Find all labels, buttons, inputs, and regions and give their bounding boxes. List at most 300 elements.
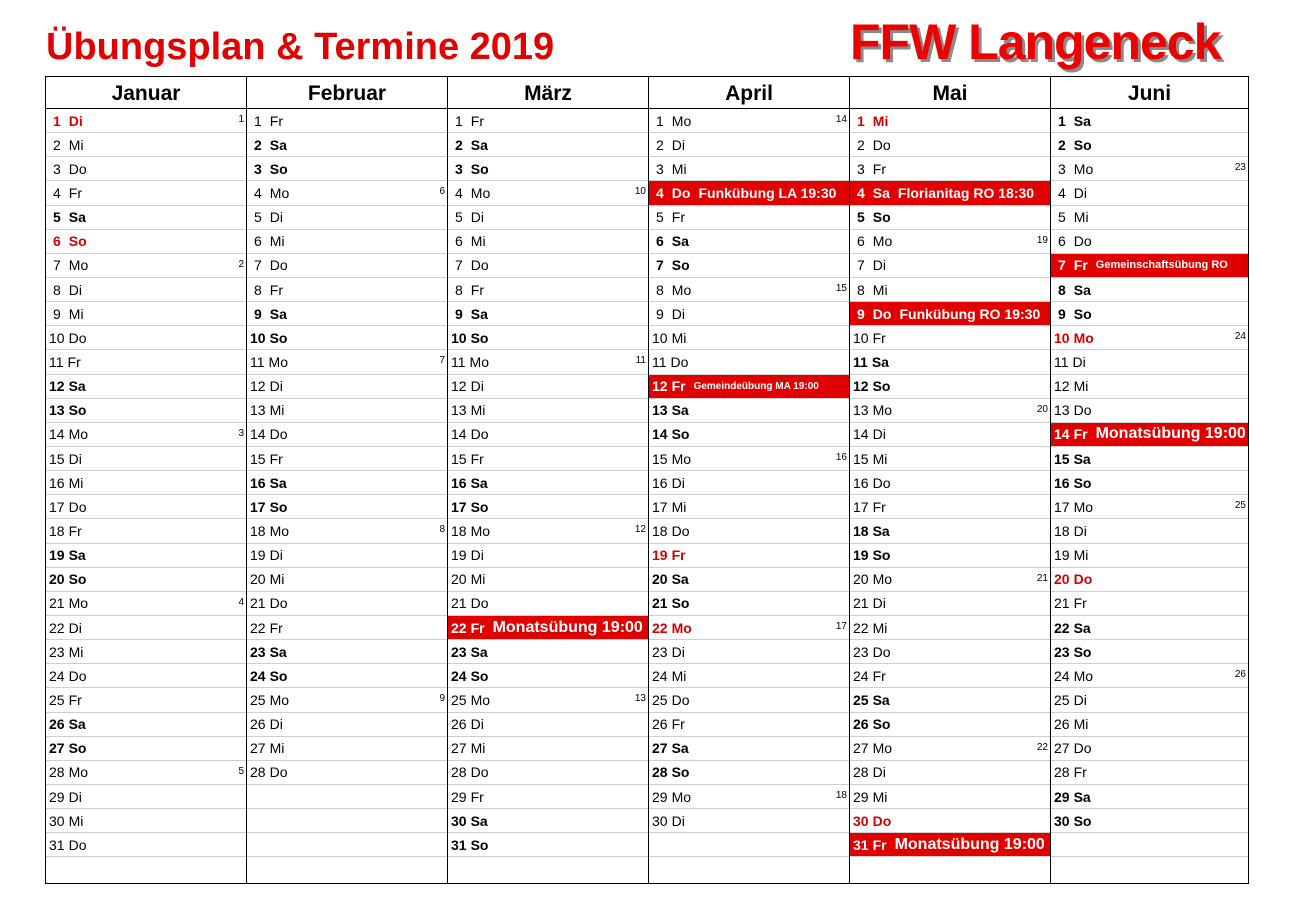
day-row <box>649 181 849 205</box>
day-number: 10 <box>652 329 668 346</box>
day-number: 24 <box>250 667 266 684</box>
day-row <box>448 375 648 399</box>
day-number: 12 <box>652 378 668 395</box>
weekday-label: Fr <box>671 547 686 564</box>
day-row <box>448 133 648 157</box>
weekday-label: Do <box>68 498 87 515</box>
day-row <box>1051 737 1248 761</box>
day-number: 17 <box>451 498 467 515</box>
day-row <box>247 616 447 640</box>
weekday-label: So <box>68 571 87 588</box>
week-number: 21 <box>1036 572 1048 584</box>
weekday-label: Mi <box>1073 378 1089 395</box>
day-row <box>649 206 849 230</box>
empty-row <box>649 857 849 881</box>
day-row <box>247 737 447 761</box>
weekday-label: Fr <box>872 329 886 346</box>
weekday-label: Mo <box>872 402 893 419</box>
weekday-label: Mo <box>1073 160 1094 177</box>
day-row <box>46 785 246 809</box>
day-row <box>1051 109 1248 133</box>
week-number: 20 <box>1036 403 1048 415</box>
day-number: 31 <box>451 836 467 853</box>
day-row <box>46 568 246 592</box>
weekday-label: Di <box>872 595 886 612</box>
day-row <box>1051 157 1248 181</box>
weekday-label: Mi <box>872 619 888 636</box>
day-number: 25 <box>853 691 869 708</box>
day-number: 30 <box>853 812 869 829</box>
weekday-label: Di <box>470 378 484 395</box>
day-number: 19 <box>451 547 467 564</box>
day-number: 22 <box>250 619 266 636</box>
weekday-label: Sa <box>1073 788 1091 805</box>
weekday-label: Sa <box>671 233 689 250</box>
day-row <box>649 254 849 278</box>
event-label: Gemeindeübung MA 19:00 <box>693 380 819 392</box>
day-row <box>1051 326 1248 350</box>
day-number: 1 <box>53 112 61 129</box>
week-number: 19 <box>1036 234 1048 246</box>
day-number: 1 <box>656 112 664 129</box>
day-number: 1 <box>1058 112 1066 129</box>
weekday-label: So <box>269 667 288 684</box>
day-row <box>46 592 246 616</box>
month-header: Mai <box>850 77 1050 109</box>
day-row <box>649 278 849 302</box>
weekday-label: Do <box>671 522 690 539</box>
weekday-label: Fr <box>269 281 284 298</box>
weekday-label: Sa <box>671 571 689 588</box>
day-number: 29 <box>652 788 668 805</box>
weekday-label: Sa <box>671 740 689 757</box>
day-number: 15 <box>250 450 266 467</box>
weekday-label: Di <box>269 378 283 395</box>
weekday-label: Di <box>671 136 686 153</box>
weekday-label: Mi <box>470 740 486 757</box>
day-row <box>247 254 447 278</box>
day-number: 23 <box>49 643 65 660</box>
weekday-label: Di <box>671 812 685 829</box>
day-number: 24 <box>652 667 668 684</box>
day-number: 7 <box>1058 257 1066 274</box>
weekday-label: Sa <box>68 378 86 395</box>
day-number: 4 <box>455 184 463 201</box>
empty-row <box>1051 857 1248 881</box>
weekday-label: Do <box>68 667 87 684</box>
day-row <box>850 809 1050 833</box>
weekday-label: Sa <box>1073 112 1091 129</box>
weekday-label: Di <box>671 643 685 660</box>
day-row <box>247 326 447 350</box>
weekday-label: Mi <box>1073 209 1089 226</box>
day-row <box>448 157 648 181</box>
weekday-label: Mi <box>68 812 84 829</box>
day-row <box>649 423 849 447</box>
day-number: 24 <box>451 667 467 684</box>
day-number: 20 <box>49 571 65 588</box>
day-number: 18 <box>250 522 266 539</box>
day-number: 21 <box>652 595 668 612</box>
weekday-label: Fr <box>872 667 886 684</box>
day-number: 13 <box>49 402 65 419</box>
weekday-label: Fr <box>269 450 283 467</box>
weekday-label: Mi <box>872 112 889 129</box>
day-number: 4 <box>254 184 262 201</box>
day-row <box>850 423 1050 447</box>
day-row <box>649 616 849 640</box>
weekday-label: Mi <box>671 160 687 177</box>
weekday-label: Sa <box>872 691 890 708</box>
logo-text: FFW Langeneck <box>850 14 1221 70</box>
day-number: 27 <box>250 740 266 757</box>
weekday-label: So <box>1073 474 1092 491</box>
day-row <box>448 254 648 278</box>
day-number: 7 <box>455 257 463 274</box>
day-number: 12 <box>1054 378 1070 395</box>
weekday-label: Mi <box>872 788 888 805</box>
weekday-label: Di <box>470 209 485 226</box>
day-row <box>649 785 849 809</box>
day-number: 21 <box>1054 595 1070 612</box>
day-number: 2 <box>53 136 61 153</box>
day-row <box>46 833 246 857</box>
weekday-label: Sa <box>1073 281 1091 298</box>
weekday-label: So <box>68 233 87 250</box>
weekday-label: So <box>68 740 87 757</box>
day-row <box>649 495 849 519</box>
day-number: 30 <box>652 812 668 829</box>
day-number: 3 <box>455 160 463 177</box>
day-number: 20 <box>853 571 869 588</box>
weekday-label: Mi <box>671 667 687 684</box>
day-row <box>247 544 447 568</box>
week-number: 26 <box>1234 669 1246 681</box>
day-number: 25 <box>451 691 467 708</box>
weekday-label: Sa <box>871 353 889 370</box>
weekday-label: Mi <box>671 329 687 346</box>
weekday-label: Do <box>269 595 288 612</box>
weekday-label: Mo <box>671 112 692 129</box>
week-number: 25 <box>1234 500 1246 512</box>
day-number: 23 <box>250 643 266 660</box>
day-row <box>448 568 648 592</box>
weekday-label: So <box>470 836 489 853</box>
weekday-label: Di <box>68 450 82 467</box>
day-number: 27 <box>652 740 668 757</box>
empty-row <box>649 833 849 857</box>
day-number: 14 <box>853 426 869 443</box>
weekday-label: Do <box>872 305 892 322</box>
weekday-label: Sa <box>1073 450 1091 467</box>
weekday-label: Fr <box>68 184 83 201</box>
weekday-label: Sa <box>872 522 890 539</box>
week-number: 14 <box>835 114 847 125</box>
day-number: 9 <box>857 305 865 322</box>
day-row <box>247 302 447 326</box>
day-number: 22 <box>451 619 467 636</box>
day-number: 2 <box>254 136 262 153</box>
month-column <box>1050 77 1248 883</box>
weekday-label: So <box>872 378 891 395</box>
weekday-label: So <box>470 498 489 515</box>
day-number: 29 <box>49 788 65 805</box>
day-row <box>850 495 1050 519</box>
day-number: 2 <box>1058 136 1066 153</box>
weekday-label: Di <box>671 305 686 322</box>
weekday-label: So <box>1073 812 1092 829</box>
day-number: 19 <box>652 547 668 564</box>
weekday-label: Do <box>1073 402 1092 419</box>
day-number: 23 <box>451 643 467 660</box>
week-number: 16 <box>835 451 847 463</box>
day-row <box>649 664 849 688</box>
weekday-label: Sa <box>470 474 488 491</box>
day-number: 26 <box>451 716 467 733</box>
weekday-label: Sa <box>269 136 287 153</box>
day-number: 24 <box>1054 667 1070 684</box>
month-header: März <box>448 77 648 109</box>
day-row <box>649 326 849 350</box>
day-row <box>1051 495 1248 519</box>
day-number: 8 <box>455 281 463 298</box>
day-row <box>247 471 447 495</box>
day-row <box>850 133 1050 157</box>
day-number: 7 <box>656 257 664 274</box>
weekday-label: Do <box>1073 740 1092 757</box>
weekday-label: Sa <box>1073 619 1091 636</box>
day-number: 28 <box>853 764 869 781</box>
day-row <box>448 447 648 471</box>
day-number: 6 <box>254 233 262 250</box>
day-number: 17 <box>250 498 266 515</box>
day-row <box>448 664 648 688</box>
empty-row <box>850 857 1050 881</box>
day-row <box>649 350 849 374</box>
day-row <box>850 230 1050 254</box>
event-label: Monatsübung 19:00 <box>492 618 643 636</box>
day-number: 18 <box>652 522 668 539</box>
weekday-label: Mi <box>269 402 285 419</box>
day-number: 27 <box>451 740 467 757</box>
day-row <box>850 616 1050 640</box>
weekday-label: Do <box>68 836 87 853</box>
day-row <box>46 809 246 833</box>
weekday-label: Di <box>68 619 82 636</box>
day-number: 29 <box>853 788 869 805</box>
day-row <box>850 157 1050 181</box>
day-row <box>850 350 1050 374</box>
week-number: 12 <box>634 524 646 536</box>
day-row <box>247 157 447 181</box>
day-number: 3 <box>656 160 664 177</box>
day-row <box>247 592 447 616</box>
day-number: 13 <box>451 402 467 419</box>
day-number: 26 <box>853 716 869 733</box>
day-row <box>850 278 1050 302</box>
weekday-label: Fr <box>671 209 686 226</box>
day-number: 1 <box>455 112 463 129</box>
day-row <box>448 278 648 302</box>
day-number: 14 <box>250 426 266 443</box>
day-number: 19 <box>1054 547 1070 564</box>
day-row <box>649 519 849 543</box>
empty-row <box>1051 833 1248 857</box>
day-number: 4 <box>53 184 61 201</box>
day-number: 26 <box>250 716 266 733</box>
day-row <box>247 206 447 230</box>
day-row <box>448 809 648 833</box>
week-number: 17 <box>835 620 847 632</box>
weekday-label: Mo <box>872 233 893 250</box>
day-number: 30 <box>1054 812 1070 829</box>
weekday-label: Di <box>68 788 82 805</box>
day-row <box>448 519 648 543</box>
weekday-label: Do <box>872 812 892 829</box>
day-number: 3 <box>254 160 262 177</box>
day-number: 25 <box>49 691 65 708</box>
weekday-label: Di <box>269 209 284 226</box>
day-row <box>850 737 1050 761</box>
week-number: 6 <box>439 186 445 198</box>
day-row <box>448 302 648 326</box>
day-row <box>247 181 447 205</box>
weekday-label: Do <box>670 353 689 370</box>
day-row <box>247 350 447 374</box>
day-row <box>46 181 246 205</box>
weekday-label: Do <box>872 136 891 153</box>
day-row <box>448 206 648 230</box>
day-row <box>649 737 849 761</box>
day-row <box>1051 399 1248 423</box>
weekday-label: Mo <box>671 450 692 467</box>
day-row <box>850 181 1050 205</box>
weekday-label: Mo <box>269 691 290 708</box>
day-number: 28 <box>49 764 65 781</box>
day-row <box>1051 471 1248 495</box>
day-row <box>1051 616 1248 640</box>
weekday-label: So <box>1073 643 1092 660</box>
day-row <box>649 568 849 592</box>
week-number: 4 <box>238 596 244 608</box>
day-row <box>649 471 849 495</box>
day-number: 19 <box>49 547 65 564</box>
day-number: 14 <box>49 426 65 443</box>
weekday-label: Mi <box>470 402 486 419</box>
day-number: 15 <box>853 450 869 467</box>
day-number: 7 <box>254 257 262 274</box>
day-row <box>46 326 246 350</box>
weekday-label: Fr <box>470 112 485 129</box>
day-row <box>850 326 1050 350</box>
week-number: 3 <box>238 427 244 439</box>
day-row <box>649 761 849 785</box>
weekday-label: So <box>671 426 690 443</box>
day-row <box>247 761 447 785</box>
weekday-label: Sa <box>470 305 488 322</box>
day-row <box>1051 133 1248 157</box>
day-number: 8 <box>53 281 61 298</box>
weekday-label: Sa <box>269 474 287 491</box>
weekday-label: Fr <box>872 836 887 853</box>
day-number: 23 <box>1054 643 1070 660</box>
day-number: 28 <box>451 764 467 781</box>
weekday-label: Fr <box>1073 764 1087 781</box>
day-row <box>448 785 648 809</box>
empty-row <box>448 857 648 881</box>
weekday-label: So <box>470 160 489 177</box>
weekday-label: Sa <box>470 643 488 660</box>
empty-row <box>247 857 447 881</box>
weekday-label: So <box>68 402 87 419</box>
day-number: 20 <box>1054 571 1070 588</box>
day-number: 3 <box>53 160 61 177</box>
day-row <box>649 688 849 712</box>
day-number: 4 <box>1058 184 1066 201</box>
day-number: 5 <box>1058 209 1066 226</box>
day-number: 24 <box>49 667 65 684</box>
weekday-label: Do <box>872 643 891 660</box>
day-number: 13 <box>1054 402 1070 419</box>
weekday-label: Sa <box>470 136 488 153</box>
weekday-label: Sa <box>269 643 287 660</box>
day-row <box>448 423 648 447</box>
month-header: April <box>649 77 849 109</box>
weekday-label: Do <box>269 764 288 781</box>
weekday-label: Mo <box>68 257 89 274</box>
day-row <box>46 544 246 568</box>
empty-row <box>247 785 447 809</box>
day-number: 28 <box>652 764 668 781</box>
weekday-label: So <box>1073 305 1092 322</box>
day-row <box>649 544 849 568</box>
day-row <box>46 350 246 374</box>
day-row <box>46 157 246 181</box>
day-number: 12 <box>451 378 467 395</box>
weekday-label: Do <box>1073 571 1093 588</box>
day-row <box>649 447 849 471</box>
day-row <box>46 495 246 519</box>
day-row <box>649 713 849 737</box>
week-number: 5 <box>238 765 244 777</box>
day-row <box>46 133 246 157</box>
day-row <box>1051 664 1248 688</box>
day-row <box>850 254 1050 278</box>
day-number: 16 <box>49 474 65 491</box>
weekday-label: Fr <box>470 788 484 805</box>
day-number: 29 <box>1054 788 1070 805</box>
day-number: 21 <box>49 595 65 612</box>
day-number: 9 <box>455 305 463 322</box>
week-number: 15 <box>835 282 847 294</box>
day-row <box>247 688 447 712</box>
weekday-label: Mi <box>68 474 84 491</box>
day-row <box>1051 713 1248 737</box>
day-number: 20 <box>451 571 467 588</box>
day-number: 11 <box>49 353 64 370</box>
day-row <box>850 713 1050 737</box>
day-row <box>1051 640 1248 664</box>
day-row <box>46 664 246 688</box>
day-number: 31 <box>49 836 65 853</box>
week-number: 10 <box>634 186 646 198</box>
weekday-label: Fr <box>872 498 886 515</box>
day-number: 9 <box>53 305 61 322</box>
weekday-label: Di <box>269 547 283 564</box>
day-number: 12 <box>853 378 869 395</box>
weekday-label: Di <box>470 716 484 733</box>
day-row <box>850 664 1050 688</box>
